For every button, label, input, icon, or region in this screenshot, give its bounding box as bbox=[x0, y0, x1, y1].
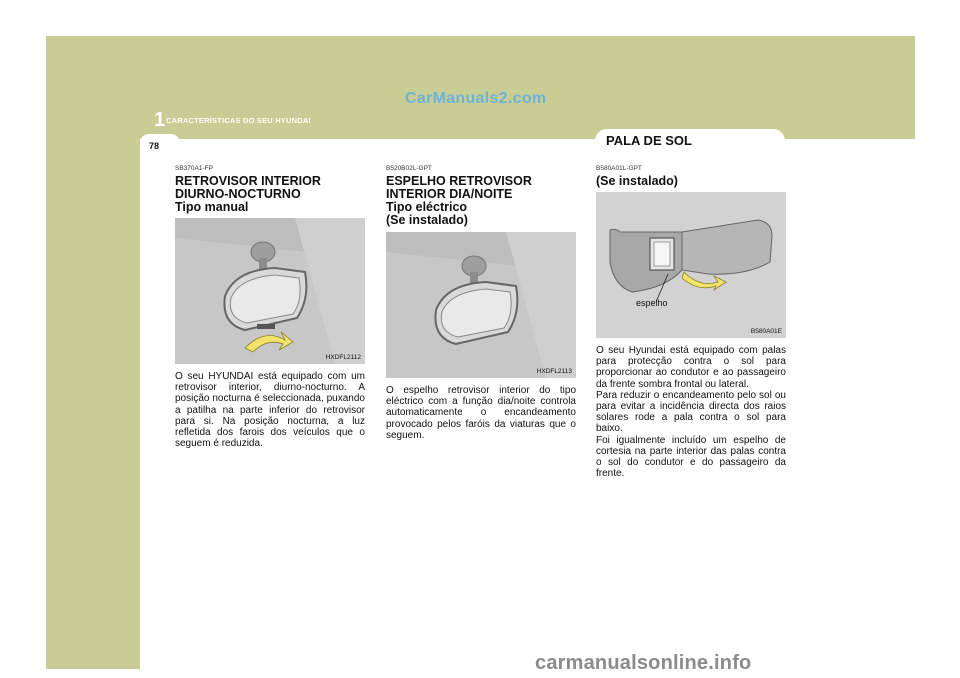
image-caption: HXDFL2113 bbox=[536, 368, 572, 375]
column-electric-mirror bbox=[386, 165, 576, 441]
section-body: O seu HYUNDAI está equipado com um retrovisor interior, diurno-nocturno. A posição nocturna é seleccionada, puxando a patilha na parte inferior do retrovisor para si. Na posição nocturna, a luz refletida dos farois dos veículos que o seguem é reduzida. bbox=[175, 371, 365, 450]
section-heading bbox=[386, 175, 576, 227]
heading-line: INTERIOR DIA/NOITE bbox=[386, 187, 513, 201]
watermark-top[interactable]: CarManuals2.com bbox=[405, 90, 547, 107]
chapter-number: 1 bbox=[154, 109, 166, 131]
section-code: SB370A1-FP bbox=[175, 165, 213, 172]
page-number-tab bbox=[140, 134, 180, 152]
image-caption: B580A01E bbox=[750, 328, 782, 335]
heading-line: Tipo manual bbox=[175, 200, 249, 214]
column-manual-mirror bbox=[175, 165, 365, 449]
section-heading bbox=[175, 175, 365, 214]
section-body: O seu Hyundai está equipado com palas para protecção contra o sol para proporcionar ao condutor e ao passageiro da frente sombra frontal ou lateral. Para reduzir o encandeamento pelo sol ou para evitar a incidência directa dos raios solares rode a pala contra o sol para baixo. Foi igualmente incluído um espelho de cortesia na parte interior das palas contra o sol do condutor e do passageiro da frente. bbox=[596, 345, 786, 480]
section-heading bbox=[596, 175, 786, 188]
watermark-bottom[interactable]: carmanualsonline.info bbox=[535, 652, 752, 674]
image-caption: HXDFL2112 bbox=[325, 354, 361, 361]
left-margin-band bbox=[46, 139, 140, 669]
section-body: O espelho retrovisor interior do tipo eléctrico com a função dia/noite controla automaticamente o encandeamento provocado pelos faróis da viaturas que o seguem. bbox=[386, 385, 576, 441]
sun-visor-illustration bbox=[596, 192, 786, 338]
electric-mirror-illustration bbox=[386, 232, 576, 378]
heading-line: (Se instalado) bbox=[596, 174, 678, 188]
section-code: B580A01L-GPT bbox=[596, 165, 642, 172]
heading-line: Tipo eléctrico bbox=[386, 200, 468, 214]
section-code: B520B02L-GPT bbox=[386, 165, 432, 172]
heading-line: ESPELHO RETROVISOR bbox=[386, 174, 532, 188]
heading-line: DIURNO-NOCTURNO bbox=[175, 187, 301, 201]
page-number: 78 bbox=[149, 141, 160, 151]
column-sun-visor bbox=[596, 165, 786, 479]
section-title: PALA DE SOL bbox=[606, 133, 692, 148]
chapter-title: CARACTERÍSTICAS DO SEU HYUNDAI bbox=[166, 116, 311, 125]
heading-line: (Se instalado) bbox=[386, 213, 468, 227]
manual-mirror-illustration bbox=[175, 218, 365, 364]
heading-line: RETROVISOR INTERIOR bbox=[175, 174, 321, 188]
manual-mirror-photo bbox=[175, 218, 365, 364]
sun-visor-photo bbox=[596, 192, 786, 338]
electric-mirror-photo bbox=[386, 232, 576, 378]
mirror-label: espelho bbox=[636, 298, 668, 308]
